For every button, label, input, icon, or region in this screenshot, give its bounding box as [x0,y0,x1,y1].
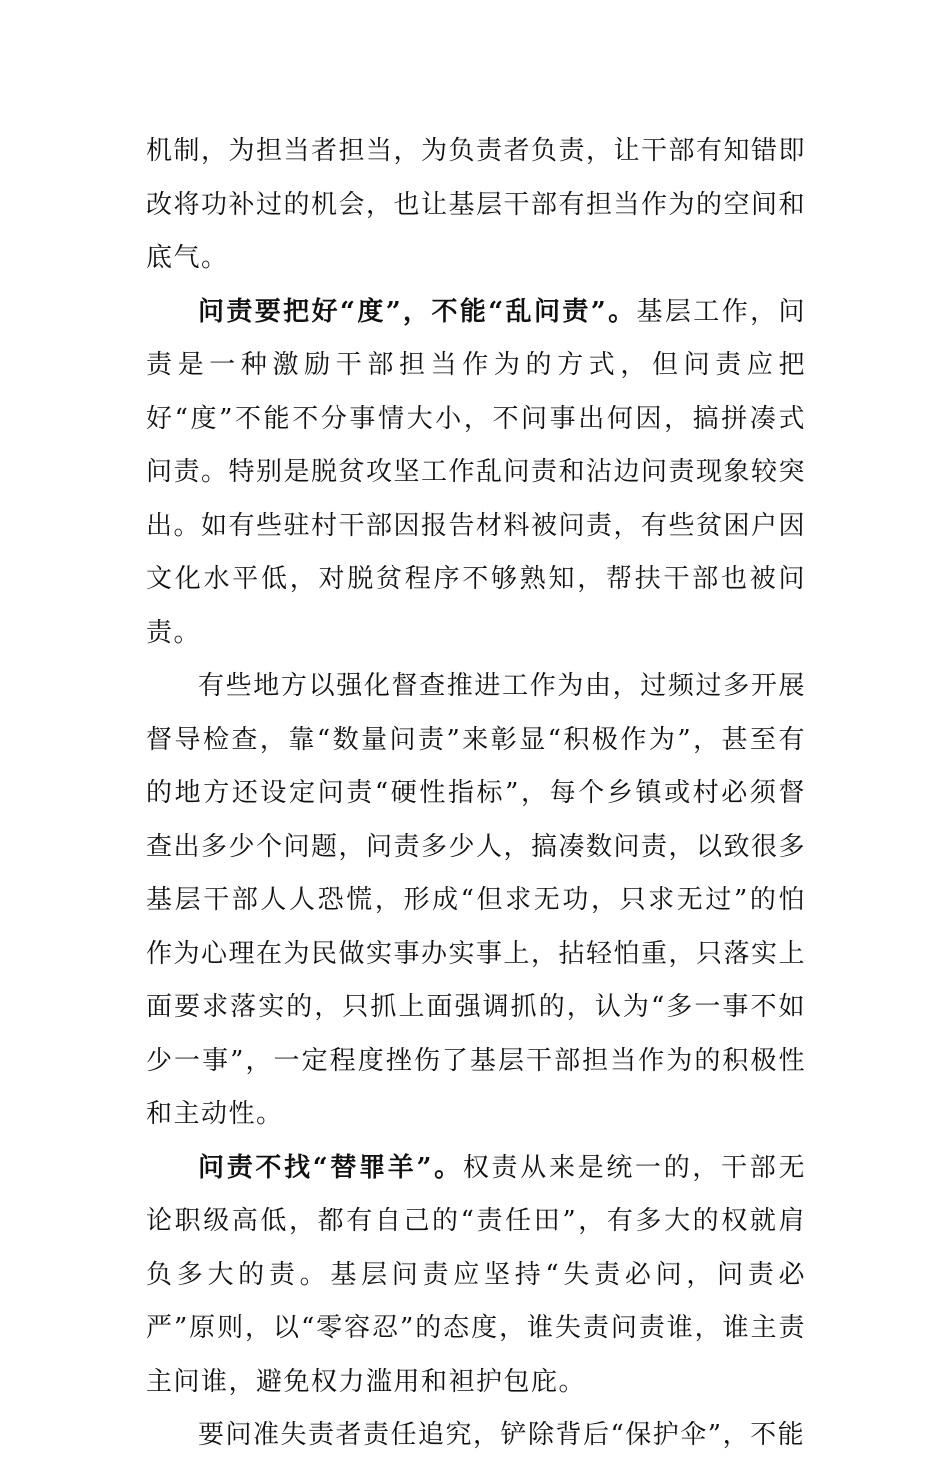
paragraph-text: 基层工作，问责是一种激励干部担当作为的方式，但问责应把好“度”不能不分事情大小，不问事出何因，搞拼凑式问责。特别是脱贫攻坚工作乱问责和沾边问责现象较突出。如有些驻村干部因报告材料被问责，有些贫困户因文化水平低，对脱贫程序不够熟知，帮扶干部也被问责。 [146,296,807,648]
paragraph-degree-accountability [146,286,806,661]
paragraph-lead-heading: 问责要把好“度”，不能“乱问责”。 [198,296,637,327]
paragraph-continuation [146,125,806,286]
paragraph-text: 有些地方以强化督查推进工作为由，过频过多开展督导检查，靠“数量问责”来彰显“积极作为”，甚至有的地方还设定问责“硬性指标”，每个乡镇或村必须督查出多少个问题，问责多少人，搞凑数问责，以致很多基层干部人人恐慌，形成“但求无功，只求无过”的怕作为心理在为民做实事办实事上，拈轻怕重，只落实上面要求落实的，只抓上面强调抓的，认为“多一事不如少一事”，一定程度挫伤了基层干部担当作为的积极性和主动性。 [146,671,807,1129]
paragraph-scapegoat [146,1142,806,1410]
paragraph-text: 机制，为担当者担当，为负责者负责，让干部有知错即改将功补过的机会，也让基层干部有担当作为的空间和底气。 [146,136,807,273]
paragraph-protection-umbrella [146,1409,806,1463]
paragraph-lead-heading: 问责不找“替罪羊”。 [198,1152,463,1183]
paragraph-supervision [146,660,806,1142]
document-page [146,125,806,1463]
paragraph-text: 权责从来是统一的，干部无论职级高低，都有自己的“责任田”，有多大的权就肩负多大的责。基层问责应坚持“失责必问，问责必严”原则，以“零容忍”的态度，谁失责问责谁，谁主责主问谁，避免权力滥用和袒护包庇。 [146,1152,806,1397]
paragraph-text: 要问准失责者责任追究，铲除背后“保护伞”，不能 [198,1420,806,1450]
